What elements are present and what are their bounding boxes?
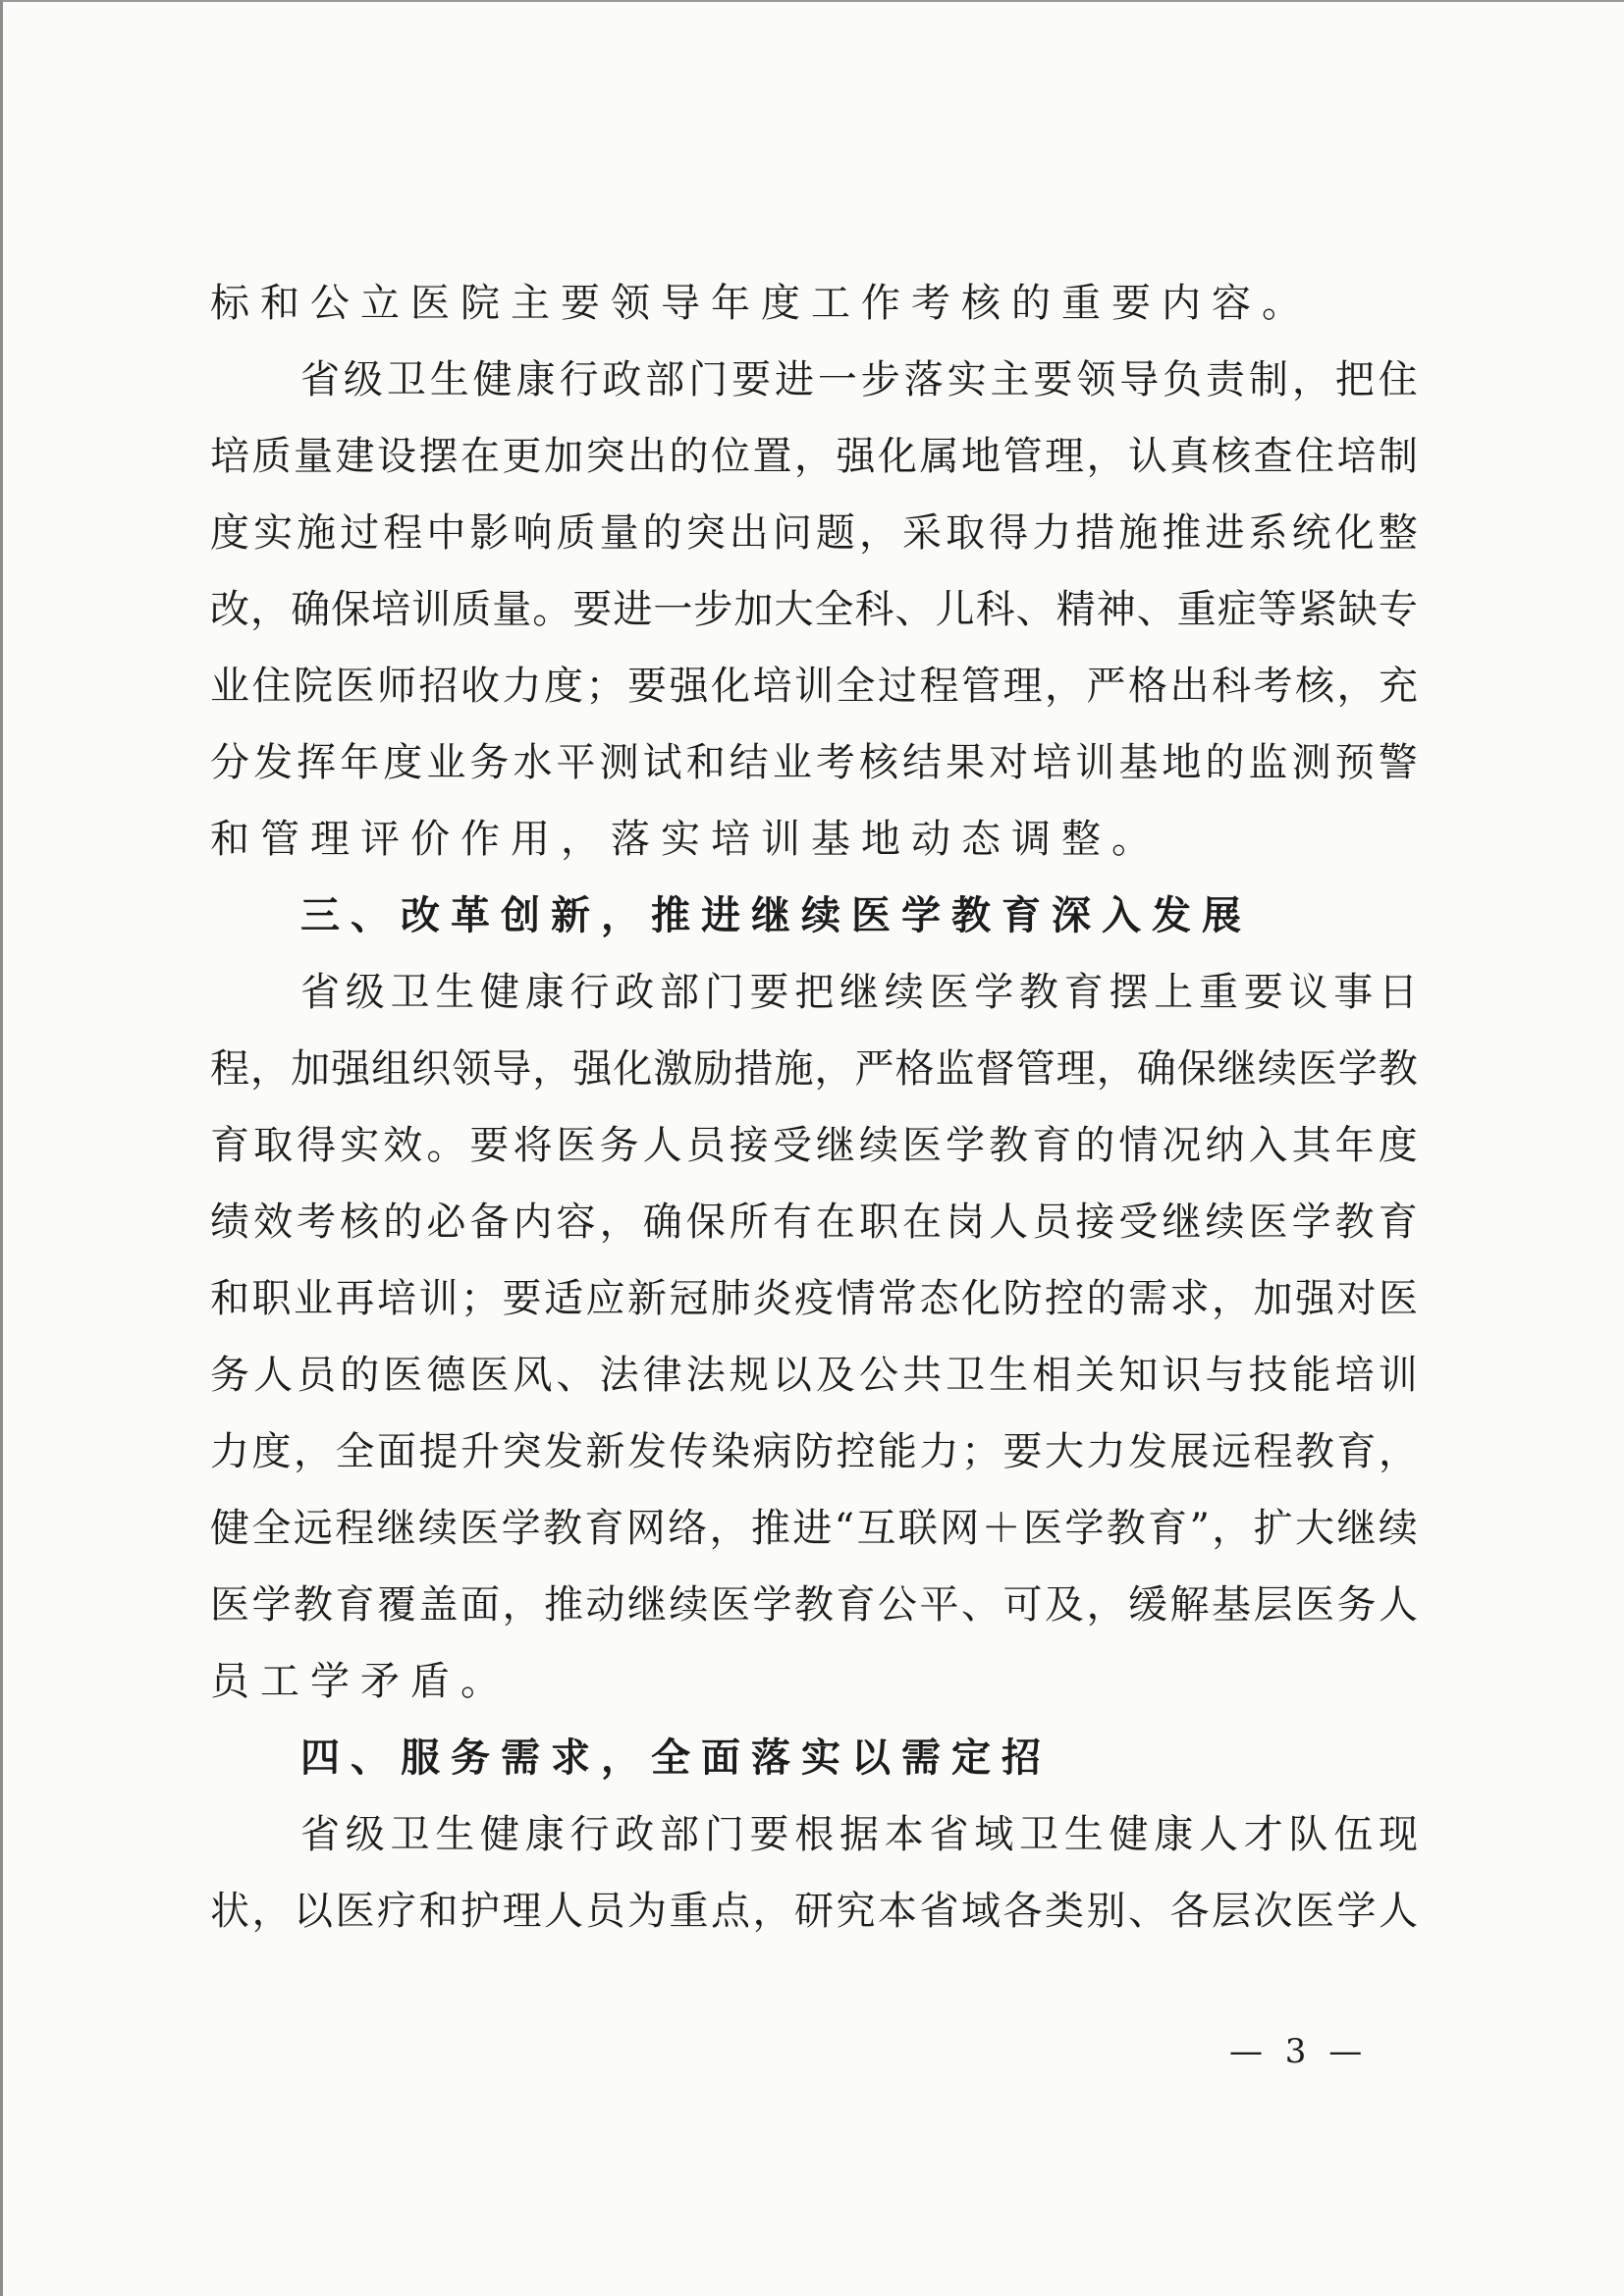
paragraph-line: 医 学 教 育 覆 盖 面 ， 推 动 继 续 医 学 教 育 公 平 、 可 及 ， 缓 解 基 层 医 务 人 [210, 1582, 1418, 1628]
paragraph-line: 标和公立医院主要领导年度工作考核的重要内容。 [210, 281, 1312, 326]
paragraph-line: 健 全 远 程 继 续 医 学 教 育 网 络 ， 推 进 “ 互 联 网 ＋ 医 学 教 育 ” ， 扩 大 继 续 [210, 1506, 1418, 1551]
paragraph-line: 和管理评价作用，落实培训基地动态调整。 [210, 817, 1162, 862]
page-number: — 3 — [1229, 2032, 1369, 2071]
paragraph-line: 和 职 业 再 培 训 ； 要 适 应 新 冠 肺 炎 疫 情 常 态 化 防 控 的 需 求 ， 加 强 对 医 [210, 1276, 1418, 1321]
paragraph-line: 员工学矛盾。 [210, 1659, 511, 1704]
paragraph-line: 分 发 挥 年 度 业 务 水 平 测 试 和 结 业 考 核 结 果 对 培 训 基 地 的 监 测 预 警 [210, 740, 1418, 785]
paragraph-line: 改 ， 确 保 培 训 质 量 。 要 进 一 步 加 大 全 科 、 儿 科 、 精 神 、 重 症 等 紧 缺 专 [210, 587, 1418, 632]
paragraph-line: 省 级 卫 生 健 康 行 政 部 门 要 把 继 续 医 学 教 育 摆 上 重 要 议 事 日 [300, 970, 1418, 1015]
paragraph-line: 状 ， 以 医 疗 和 护 理 人 员 为 重 点 ， 研 究 本 省 域 各 类 别 、 各 层 次 医 学 人 [210, 1889, 1418, 1934]
paragraph-line: 省 级 卫 生 健 康 行 政 部 门 要 根 据 本 省 域 卫 生 健 康 人 才 队 伍 现 [300, 1812, 1418, 1857]
paragraph-line: 业 住 院 医 师 招 收 力 度 ； 要 强 化 培 训 全 过 程 管 理 ， 严 格 出 科 考 核 ， 充 [210, 664, 1418, 709]
paragraph-line: 程 ， 加 强 组 织 领 导 ， 强 化 激 励 措 施 ， 严 格 监 督 管 理 ， 确 保 继 续 医 学 教 [210, 1046, 1418, 1092]
section-heading: 三、改革创新，推进继续医学教育深入发展 [300, 893, 1252, 938]
paragraph-line: 省 级 卫 生 健 康 行 政 部 门 要 进 一 步 落 实 主 要 领 导 负 责 制 ， 把 住 [300, 357, 1418, 402]
paragraph-line: 培 质 量 建 设 摆 在 更 加 突 出 的 位 置 ， 强 化 属 地 管 理 ， 认 真 核 查 住 培 制 [210, 434, 1418, 479]
paragraph-line: 力 度 ， 全 面 提 升 突 发 新 发 传 染 病 防 控 能 力 ； 要 大 力 发 展 远 程 教 育 ， [210, 1429, 1418, 1474]
paragraph-line: 绩 效 考 核 的 必 备 内 容 ， 确 保 所 有 在 职 在 岗 人 员 接 受 继 续 医 学 教 育 [210, 1200, 1418, 1245]
paragraph-line: 务 人 员 的 医 德 医 风 、 法 律 法 规 以 及 公 共 卫 生 相 关 知 识 与 技 能 培 训 [210, 1353, 1418, 1398]
paragraph-line: 度 实 施 过 程 中 影 响 质 量 的 突 出 问 题 ， 采 取 得 力 措 施 推 进 系 统 化 整 [210, 510, 1418, 556]
paragraph-line: 育 取 得 实 效 。 要 将 医 务 人 员 接 受 继 续 医 学 教 育 的 情 况 纳 入 其 年 度 [210, 1123, 1418, 1168]
section-heading: 四、服务需求，全面落实以需定招 [300, 1735, 1052, 1781]
